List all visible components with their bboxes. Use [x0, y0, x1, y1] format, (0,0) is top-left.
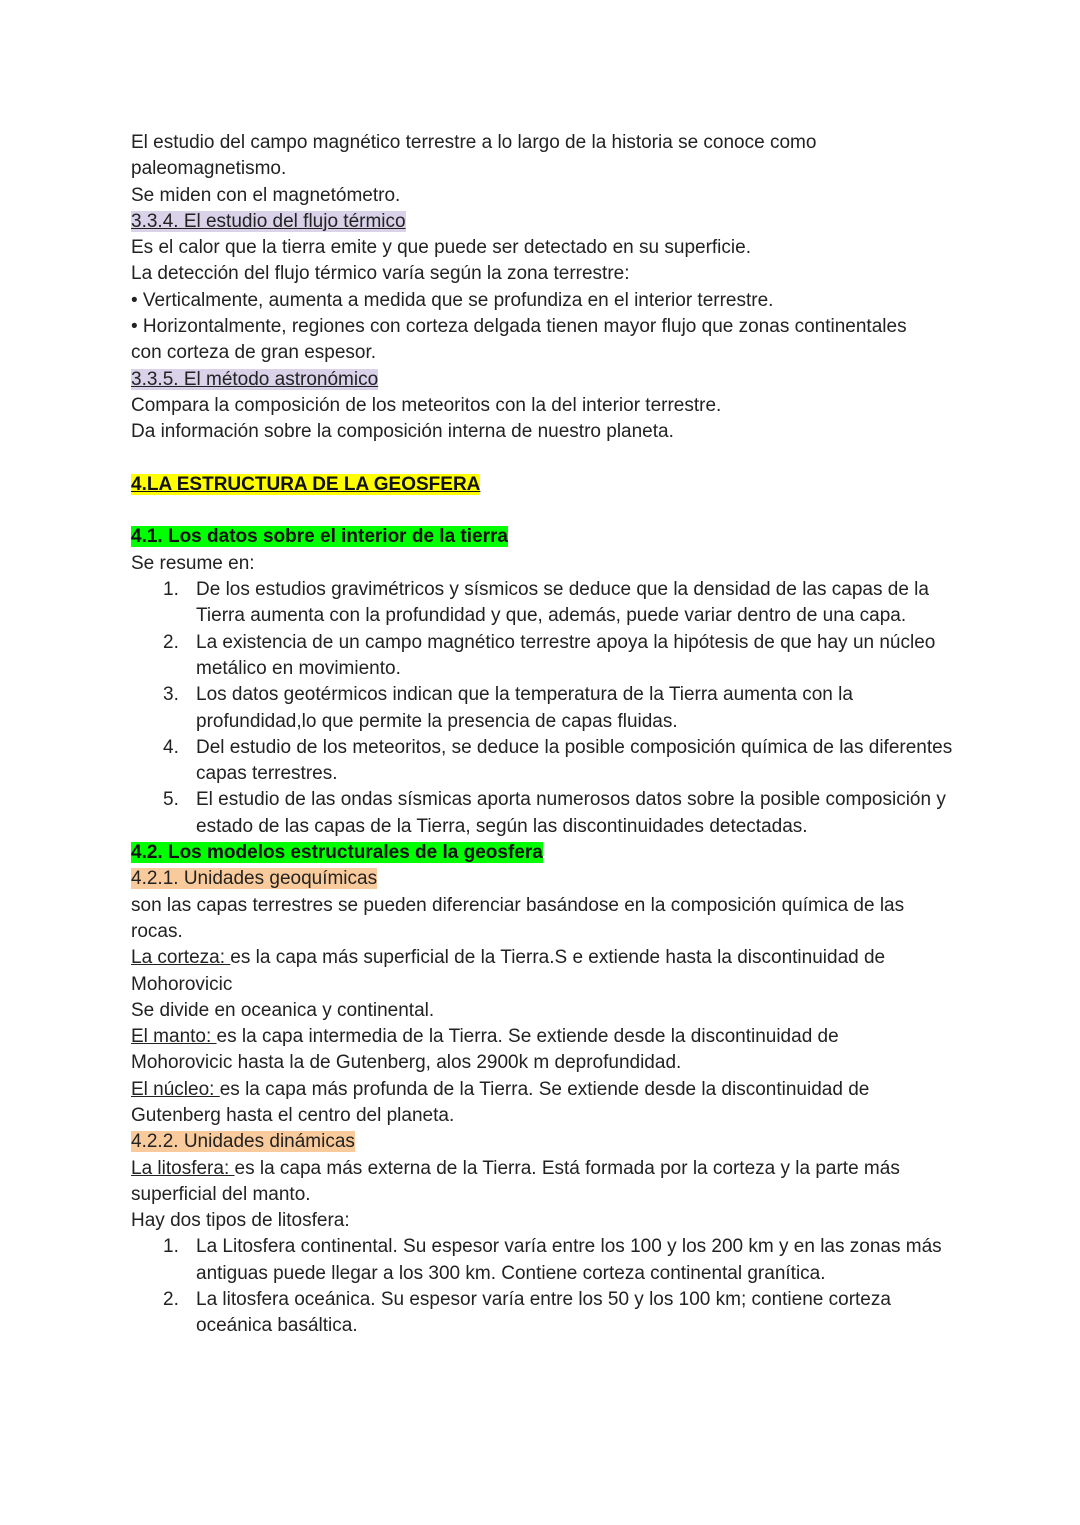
paragraph-line: El estudio del campo magnético terrestre a lo largo de la historia se conoce como	[131, 132, 817, 153]
list-item: 2. La existencia de un campo magnético terrestre apoya la hipótesis de que hay un núcleo metálico en movimiento.	[163, 631, 936, 679]
paragraph-line: Se divide en oceanica y continental.	[131, 999, 435, 1021]
term-label: El manto:	[131, 1026, 217, 1048]
paragraph-line: La detección del flujo térmico varía según la zona terrestre:	[131, 263, 630, 285]
paragraph-line: Gutenberg hasta el centro del planeta.	[131, 1104, 455, 1126]
list-item: 2. La litosfera oceánica. Su espesor varía entre los 50 y los 100 km; contiene corteza oceánica basáltica.	[163, 1289, 891, 1337]
list-item: 1. La Litosfera continental. Su espesor varía entre los 100 y los 200 km y en las zonas más antiguas puede llegar a los 300 km. Contiene corteza continental granítica.	[163, 1236, 942, 1284]
manto-definition: El manto: es la capa intermedia de la Tierra. Se extiende desde la discontinuidad de	[131, 1026, 839, 1048]
paragraph-line: Mohorovicic hasta la de Gutenberg, alos 2900k m deprofundidad.	[131, 1052, 682, 1074]
term-label: La corteza:	[131, 947, 231, 969]
nucleo-definition: El núcleo: es la capa más profunda de la Tierra. Se extiende desde la discontinuidad de	[131, 1078, 870, 1100]
section-heading-4-2: 4.2. Los modelos estructurales de la geosfera	[131, 842, 543, 864]
list-item: 5. El estudio de las ondas sísmicas aporta numerosos datos sobre la posible composición y estado de las capas de la Tierra, según las discontinuidades detectadas.	[163, 789, 946, 837]
numbered-list	[131, 1234, 951, 1339]
paragraph-line: Da información sobre la composición interna de nuestro planeta.	[131, 421, 674, 443]
term-label: La litosfera:	[131, 1157, 235, 1179]
section-heading-3-3-5: 3.3.5. El método astronómico	[131, 368, 379, 390]
corteza-definition: La corteza: es la capa más superficial de la Tierra.S e extiende hasta la discontinuidad de	[131, 947, 886, 969]
section-heading-4-1: 4.1. Los datos sobre el interior de la tierra	[131, 526, 508, 548]
paragraph-line: Se miden con el magnetómetro.	[131, 184, 401, 206]
list-item: 3. Los datos geotérmicos indican que la temperatura de la Tierra aumenta con la profundidad,lo que permite la presencia de capas fluidas.	[163, 684, 853, 732]
paragraph-line: Mohorovicic	[131, 973, 233, 995]
list-item: 1. De los estudios gravimétricos y sísmicos se deduce que la densidad de las capas de la Tierra aumenta con la profundidad y que, además, puede variar dentro de una capa.	[163, 579, 929, 627]
paragraph-line: Compara la composición de los meteoritos con la del interior terrestre.	[131, 394, 722, 416]
chapter-heading-4: 4.LA ESTRUCTURA DE LA GEOSFERA	[131, 473, 481, 495]
list-item: 4. Del estudio de los meteoritos, se deduce la posible composición química de las diferentes capas terrestres.	[163, 736, 953, 785]
subsection-heading-4-2-1: 4.2.1. Unidades geoquímicas	[131, 868, 378, 890]
paragraph-line: Es el calor que la tierra emite y que puede ser detectado en su superficie.	[131, 237, 751, 259]
section-heading-3-3-4: 3.3.4. El estudio del flujo térmico	[131, 210, 406, 232]
paragraph-line: con corteza de gran espesor.	[131, 342, 377, 364]
document-page	[131, 130, 951, 1340]
bullet-item: • Horizontalmente, regiones con corteza delgada tienen mayor flujo que zonas continentales	[131, 316, 907, 338]
paragraph-line: Se resume en:	[131, 552, 255, 574]
paragraph-line: superficial del manto.	[131, 1183, 311, 1205]
subsection-heading-4-2-2: 4.2.2. Unidades dinámicas	[131, 1131, 355, 1153]
term-label: El núcleo:	[131, 1078, 220, 1100]
litosfera-definition: La litosfera: es la capa más externa de la Tierra. Está formada por la corteza y la parte más	[131, 1157, 900, 1179]
paragraph-line: son las capas terrestres se pueden diferenciar basándose en la composición química de las	[131, 894, 905, 916]
paragraph-line: rocas.	[131, 920, 183, 942]
bullet-item: • Verticalmente, aumenta a medida que se profundiza en el interior terrestre.	[131, 289, 774, 311]
numbered-list	[131, 577, 951, 840]
paragraph-line: Hay dos tipos de litosfera:	[131, 1210, 350, 1232]
paragraph-line: paleomagnetismo.	[131, 158, 287, 180]
